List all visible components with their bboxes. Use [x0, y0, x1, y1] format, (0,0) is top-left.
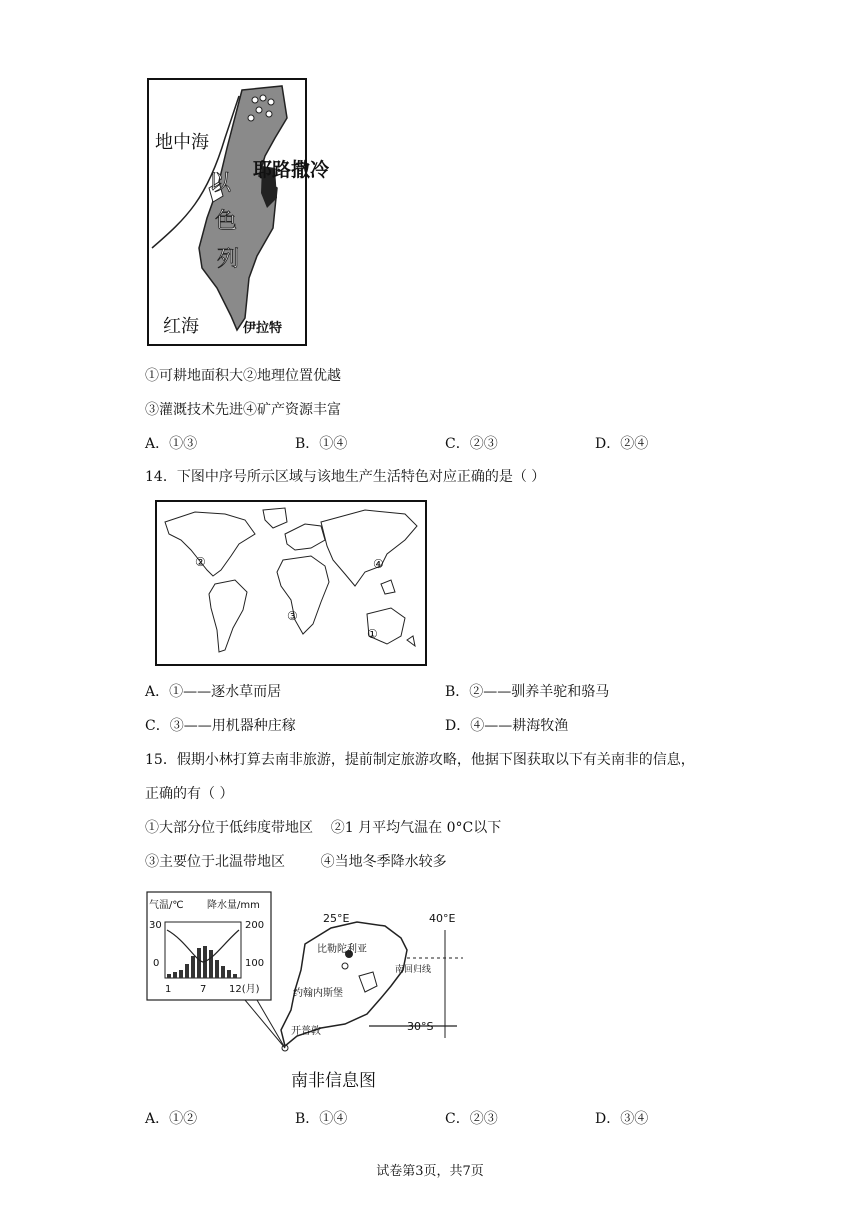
map-label-country-2: 色 — [215, 209, 238, 234]
world-map-marker-1: ① — [367, 627, 378, 641]
page-footer: 试卷第3页，共7页 — [376, 1164, 484, 1179]
q13-statement-1: ①可耕地面积大②地理位置优越 — [145, 368, 341, 384]
climate-x-1: 1 — [165, 984, 172, 995]
south-africa-figure — [145, 890, 475, 1100]
q15-option-a[interactable]: A．①② — [145, 1111, 198, 1127]
q15-option-d[interactable]: D．③④ — [595, 1111, 649, 1127]
map-label-mediterranean: 地中海 — [155, 132, 209, 153]
lon-25-label: 25°E — [323, 912, 350, 925]
q13-option-b[interactable]: B．①④ — [295, 436, 348, 452]
figure-caption: 南非信息图 — [291, 1071, 376, 1091]
q14-stem: 14．下图中序号所示区域与该地生产生活特色对应正确的是（ ） — [145, 469, 546, 485]
world-map-marker-4: ④ — [373, 557, 384, 571]
map-label-country-1: 以 — [209, 171, 232, 196]
world-map-marker-3: ③ — [287, 609, 298, 623]
map-label-country-3: 列 — [217, 247, 240, 272]
place-pretoria: 比勒陀利亚 — [317, 944, 367, 955]
lat-30-label: 30°S — [407, 1020, 434, 1033]
israel-map — [147, 78, 330, 346]
climate-x-7: 7 — [200, 984, 207, 995]
q15-statement-1: ①大部分位于低纬度带地区 ②1 月平均气温在 0°C以下 — [145, 820, 502, 836]
q14-option-c[interactable]: C．③——用机器种庄稼 — [145, 718, 296, 734]
climate-precip-title: 降水量/mm — [207, 900, 260, 911]
world-map-figure — [155, 500, 427, 666]
map-label-red-sea: 红海 — [163, 316, 199, 337]
q15-option-b[interactable]: B．①④ — [295, 1111, 348, 1127]
q13-statement-2: ③灌溉技术先进④矿产资源丰富 — [145, 402, 341, 418]
map-label-eilat: 伊拉特 — [243, 321, 283, 336]
israel-map-figure — [147, 78, 330, 346]
q15-stem-line-1: 15．假期小林打算去南非旅游，提前制定旅游攻略，他据下图获取以下有关南非的信息， — [145, 752, 695, 768]
q14-option-d[interactable]: D．④——耕海牧渔 — [445, 718, 569, 734]
q15-statement-2: ③主要位于北温带地区 ④当地冬季降水较多 — [145, 854, 447, 870]
q15-option-c[interactable]: C．②③ — [445, 1111, 498, 1127]
climate-tick-0: 0 — [153, 958, 160, 969]
climate-tick-200: 200 — [245, 920, 265, 931]
place-cape-town: 开普敦 — [291, 1026, 321, 1037]
climate-tick-100: 100 — [245, 958, 265, 969]
map-label-jerusalem: 耶路撒冷 — [253, 159, 330, 181]
q13-option-a[interactable]: A．①③ — [145, 436, 198, 452]
south-africa-info-map — [145, 890, 475, 1100]
world-map — [155, 500, 427, 666]
q13-option-d[interactable]: D．②④ — [595, 436, 649, 452]
tropic-label: 南回归线 — [395, 965, 432, 975]
climate-tick-30: 30 — [149, 920, 162, 931]
q15-stem-line-2: 正确的有（ ） — [145, 786, 234, 802]
world-map-marker-2: ② — [195, 555, 206, 569]
lon-40-label: 40°E — [429, 912, 456, 925]
climate-temp-title: 气温/℃ — [149, 900, 184, 911]
q14-option-b[interactable]: B．②——驯养羊驼和骆马 — [445, 684, 610, 700]
q14-option-a[interactable]: A．①——逐水草而居 — [145, 684, 282, 700]
climate-x-12: 12(月) — [229, 984, 260, 995]
place-johannesburg: 约翰内斯堡 — [293, 988, 343, 999]
q13-option-c[interactable]: C．②③ — [445, 436, 498, 452]
